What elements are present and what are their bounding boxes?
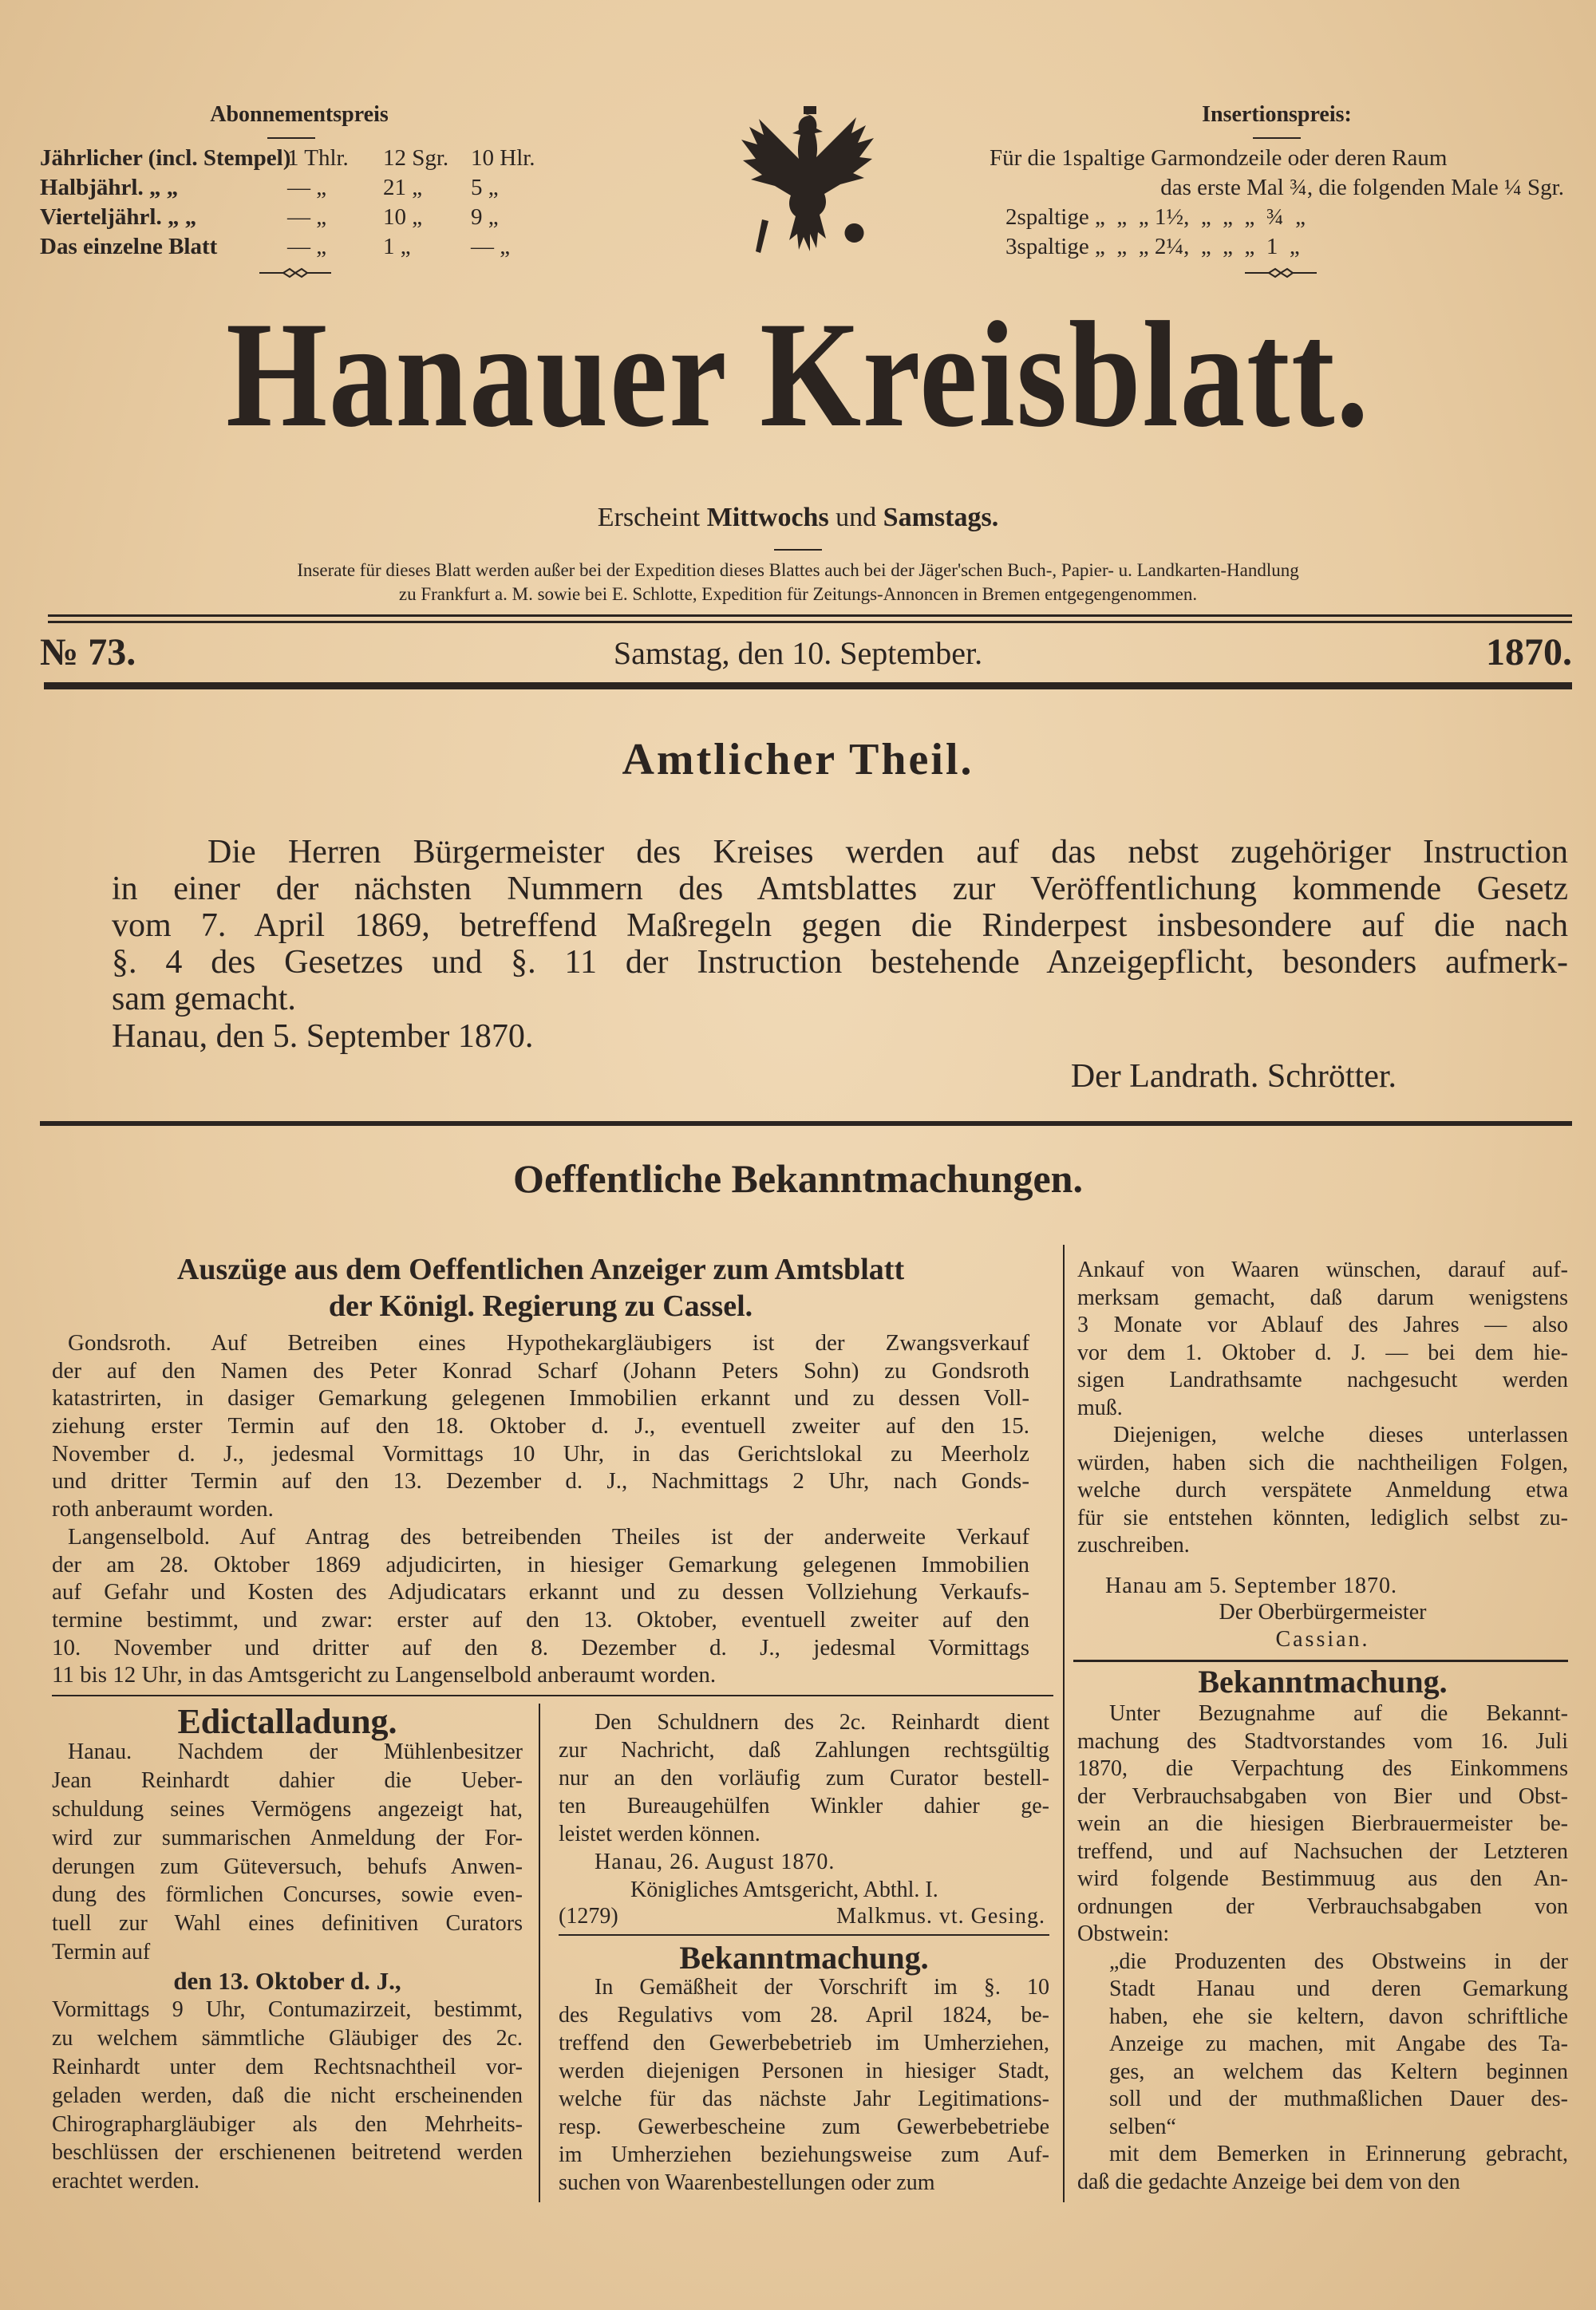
debtors-signers: Malkmus. vt. Gesing. bbox=[836, 1904, 1045, 1929]
text-line: haben, ehe sie keltern, davon schriftliche bbox=[1109, 2004, 1568, 2029]
text-line: werden diejenigen Personen in hiesiger Stadt, bbox=[559, 2059, 1049, 2083]
text-line: würden, haben sich die nachtheiligen Folgen, bbox=[1077, 1450, 1568, 1475]
text-line: 11 bis 12 Uhr, in das Amtsgericht zu Langenselbold anberaumt worden. bbox=[52, 1662, 717, 1688]
subscription-cell: 1 „ bbox=[383, 234, 411, 259]
text-line: soll und der muthmaßlichen Dauer des- bbox=[1109, 2087, 1568, 2111]
text-line: für sie entstehen könnten, lediglich selbst zu- bbox=[1077, 1505, 1568, 1530]
divider bbox=[267, 137, 315, 139]
text-line: zur Nachricht, daß Zahlungen rechtsgültig bbox=[559, 1738, 1049, 1763]
text-line: machung des Stadtvorstandes vom 16. Juli bbox=[1077, 1728, 1568, 1754]
text-line: Den Schuldnern des 2c. Reinhardt dient bbox=[595, 1710, 1049, 1735]
text-line: wird zur summarischen Anmeldung der For- bbox=[52, 1825, 523, 1850]
subscription-cell: 21 „ bbox=[383, 175, 423, 200]
text-line: §. 4 des Gesetzes und §. 11 der Instruction bestehende Anzeigepflicht, besonders aufmerk- bbox=[112, 944, 1568, 981]
subscription-cell: Vierteljährl. „ „ bbox=[40, 204, 197, 230]
text-line: dung des förmlichen Concurses, sowie even- bbox=[52, 1882, 523, 1908]
subscription-cell: 9 „ bbox=[471, 204, 499, 230]
divider bbox=[774, 549, 822, 551]
text-line: In Gemäßheit der Vorschrift im §. 10 bbox=[595, 1975, 1049, 2000]
excerpts-title-line: Auszüge aus dem Oeffentlichen Anzeiger zum Amtsblatt bbox=[176, 1253, 905, 1286]
text-line: Hanau. Nachdem der Mühlenbesitzer bbox=[68, 1739, 523, 1764]
text-line: schuldung seines Vermögens angezeigt hat, bbox=[52, 1796, 523, 1822]
insertion-line: das erste Mal ¾, die folgenden Male ¼ Sgr. bbox=[1160, 175, 1564, 200]
tax-notice-body bbox=[1077, 1700, 1568, 2196]
text-line: welche für das nächste Jahr Legitimations- bbox=[559, 2087, 1049, 2111]
rule bbox=[559, 1934, 1049, 1936]
issue-year: 1870. bbox=[1486, 631, 1572, 673]
public-section-title: Oeffentliche Bekanntmachungen. bbox=[513, 1156, 1083, 1201]
text-line: 3 Monate vor Ablauf des Jahres — also bbox=[1077, 1313, 1568, 1337]
text-line: Chirographargläubiger als den Mehrheits- bbox=[52, 2111, 523, 2137]
trade-notice-continued bbox=[1077, 1257, 1568, 1560]
thick-rule bbox=[40, 1121, 1572, 1126]
text-line: katastrirten, in dasiger Gemarkung gelegenen Immobilien erkannt und zu dessen Voll- bbox=[52, 1385, 1029, 1412]
text-line: daß die gedachte Anzeige bei dem von den bbox=[1077, 2169, 1460, 2194]
edict-body bbox=[52, 1738, 523, 1967]
text-line: erachtet werden. bbox=[52, 2169, 200, 2194]
text-line: mit dem Bemerken in Erinnerung gebracht, bbox=[1109, 2142, 1568, 2166]
text-line: 10. November und dritter auf den 8. Dezember d. J., jedesmal Vormittags bbox=[52, 1634, 1029, 1660]
excerpts-title bbox=[52, 1251, 1029, 1325]
text-line: nur an den vorläufig zum Curator bestell- bbox=[559, 1766, 1049, 1791]
advertising-line: Inserate für dieses Blatt werden außer bei der Expedition dieses Blattes auch bei der Jäger'schen Buch-, Papier- u. Landkarten-Handlung bbox=[297, 560, 1299, 580]
schedule-and: und bbox=[836, 503, 877, 532]
text-line: roth anberaumt worden. bbox=[52, 1496, 274, 1522]
issue-date: Samstag, den 10. September. bbox=[613, 635, 983, 671]
insertion-price-table bbox=[990, 144, 1564, 262]
excerpts-body bbox=[52, 1329, 1029, 1689]
text-line: Stadt Hanau und deren Gemarkung bbox=[1109, 1976, 1568, 2001]
text-line: der am 28. Oktober 1869 adjudicirten, in hiesiger Gemarkung gelegenen Immobilien bbox=[52, 1551, 1029, 1578]
text-line: Diejenigen, welche dieses unterlassen bbox=[1113, 1423, 1568, 1447]
advertising-line: zu Frankfurt a. M. sowie bei E. Schlotte, Expedition für Zeitungs-Annoncen in Bremen entgegengenommen. bbox=[398, 584, 1198, 604]
subscription-price-table bbox=[40, 144, 567, 262]
subscription-cell: — „ bbox=[287, 175, 327, 200]
reference-number: (1279) bbox=[559, 1904, 618, 1929]
text-line: merksam gemacht, daß darum wenigstens bbox=[1077, 1285, 1568, 1310]
text-line: des Regulativs vom 28. April 1824, be- bbox=[559, 2003, 1049, 2028]
subscription-cell: — „ bbox=[471, 234, 511, 259]
text-line: beschlüssen der erschienenen beitretend werden bbox=[52, 2140, 523, 2166]
subscription-cell: 5 „ bbox=[471, 175, 499, 200]
text-line: muß. bbox=[1077, 1395, 1123, 1420]
text-line: der auf den Namen des Peter Konrad Scharf (Johann Peters Sohn) zu Gondsroth bbox=[52, 1357, 1029, 1384]
double-rule bbox=[48, 614, 1572, 617]
subscription-cell: Halbjährl. „ „ bbox=[40, 175, 179, 200]
text-line: zu welchem sämmtliche Gläubiger des 2c. bbox=[52, 2025, 523, 2051]
text-line: der Verbrauchsabgaben von Bier und Obst- bbox=[1077, 1783, 1568, 1809]
text-line: ordnungen der Verbrauchsabgaben von bbox=[1077, 1893, 1568, 1919]
text-line: sigen Landrathsamte nachgesucht werden bbox=[1077, 1368, 1568, 1392]
subscription-row bbox=[40, 232, 567, 262]
divider bbox=[1253, 137, 1301, 139]
subscription-cell: — „ bbox=[287, 234, 327, 259]
text-line: Reinhardt unter dem Rechtsnachtheil vor- bbox=[52, 2054, 523, 2079]
official-section-title: Amtlicher Theil. bbox=[622, 735, 974, 784]
insertion-title: Insertionspreis: bbox=[1202, 102, 1352, 127]
ornament-flourish bbox=[259, 267, 331, 278]
text-line: Gondsroth. Auf Betreiben eines Hypothekargläubigers ist der Zwangsverkauf bbox=[68, 1330, 1029, 1356]
text-line: treffend den Gewerbebetrieb im Umherziehen, bbox=[559, 2031, 1049, 2055]
insertion-line: 2spaltige „ „ „ 1½, „ „ „ ¾ „ bbox=[1005, 204, 1306, 230]
masthead-title: Hanauer Kreisblatt. bbox=[226, 291, 1370, 459]
subscription-cell: Jährlicher (incl. Stempel) bbox=[40, 145, 291, 171]
subscription-cell: 1 Thlr. bbox=[287, 145, 349, 171]
text-line: tuell zur Wahl eines definitiven Curators bbox=[52, 1911, 523, 1937]
text-line: in einer der nächsten Nummern des Amtsblattes zur Veröffentlichung kommende Gesetz bbox=[112, 871, 1568, 907]
text-line: welche durch verspätete Anmeldung etwa bbox=[1077, 1478, 1568, 1502]
text-line: „die Produzenten des Obstweins in der bbox=[1109, 1949, 1568, 1974]
official-notice bbox=[112, 834, 1568, 1017]
schedule-day: Mittwochs bbox=[706, 503, 829, 532]
text-line: Anzeige zu machen, mit Angabe des Ta- bbox=[1109, 2032, 1568, 2056]
issue-number: № 73. bbox=[40, 631, 136, 673]
text-line: Termin auf bbox=[52, 1940, 151, 1965]
text-line: ges, an welchem das Keltern beginnen bbox=[1109, 2059, 1568, 2084]
text-line: resp. Gewerbescheine zum Gewerbebetriebe bbox=[559, 2115, 1049, 2139]
text-line: wird folgende Bestimmuug aus den An- bbox=[1077, 1866, 1568, 1891]
text-line: Ankauf von Waaren wünschen, darauf auf- bbox=[1077, 1258, 1568, 1282]
schedule-day: Samstags. bbox=[883, 503, 999, 532]
insertion-line: Für die 1spaltige Garmondzeile oder deren Raum bbox=[990, 145, 1448, 171]
tax-notice-title: Bekanntmachung. bbox=[1198, 1664, 1448, 1700]
subscription-title: Abonnementspreis bbox=[210, 102, 389, 127]
trade-notice-dateline: Hanau am 5. September 1870. bbox=[1105, 1574, 1398, 1598]
court-name: Königliches Amtsgericht, Abthl. I. bbox=[630, 1878, 938, 1902]
schedule-prefix: Erscheint bbox=[597, 503, 701, 532]
text-line: im Umherziehen beziehungsweise zum Auf- bbox=[559, 2142, 1049, 2167]
subscription-row bbox=[40, 173, 567, 203]
text-line: geladen werden, daß die nicht erscheinenden bbox=[52, 2083, 523, 2108]
trade-notice-body bbox=[559, 1973, 1049, 2197]
advertising-notice bbox=[48, 559, 1548, 606]
official-dateline: Hanau, den 5. September 1870. bbox=[112, 1018, 534, 1055]
text-line: 1870, die Verpachtung des Einkommens bbox=[1077, 1756, 1568, 1781]
text-line: ten Bureaugehülfen Winkler dahier ge- bbox=[559, 1794, 1049, 1818]
thick-rule bbox=[44, 682, 1572, 689]
text-line: vom 7. April 1869, betreffend Maßregeln gegen die Rinderpest insbesondere auf die nach bbox=[112, 907, 1568, 944]
subscription-row bbox=[40, 203, 567, 232]
edict-title: Edictalladung. bbox=[177, 1702, 397, 1741]
column-divider bbox=[539, 1704, 540, 2202]
text-line: Vormittags 9 Uhr, Contumazirzeit, bestimmt, bbox=[52, 1997, 523, 2022]
text-line: derungen zum Güteversuch, behufs Anwen- bbox=[52, 1854, 523, 1879]
subscription-row bbox=[40, 144, 567, 173]
subscription-cell: Das einzelne Blatt bbox=[40, 234, 218, 259]
text-line: Unter Bezugnahme auf die Bekannt- bbox=[1109, 1701, 1568, 1726]
edict-body bbox=[52, 1996, 523, 2196]
text-line: Jean Reinhardt dahier die Ueber- bbox=[52, 1767, 523, 1793]
trade-notice-title: Bekanntmachung. bbox=[679, 1940, 929, 1976]
prussian-eagle-icon bbox=[714, 100, 906, 279]
subscription-cell: — „ bbox=[287, 204, 327, 230]
official-signature: Der Landrath. Schrötter. bbox=[1070, 1058, 1396, 1095]
text-line: auf Gefahr und Kosten des Adjudicatars erkannt und zu dessen Vollziehung Verkaufs- bbox=[52, 1579, 1029, 1605]
debtors-dateline: Hanau, 26. August 1870. bbox=[595, 1850, 836, 1874]
text-line: treffend, und auf Nachsuchen der Letzteren bbox=[1077, 1838, 1568, 1864]
edict-date: den 13. Oktober d. J., bbox=[173, 1967, 401, 1995]
text-line: selben“ bbox=[1109, 2114, 1176, 2139]
ornament-flourish bbox=[1245, 267, 1317, 278]
rule bbox=[52, 1695, 1053, 1696]
text-line: wein an die hiesigen Bierbrauermeister be- bbox=[1077, 1811, 1568, 1836]
text-line: und dritter Termin auf den 13. Dezember d. J., Nachmittags 2 Uhr, nach Gonds- bbox=[52, 1468, 1029, 1495]
double-rule bbox=[48, 621, 1572, 623]
text-line: zuschreiben. bbox=[1077, 1533, 1190, 1558]
trade-notice-office: Der Oberbürgermeister bbox=[1219, 1600, 1427, 1625]
column-divider bbox=[1063, 1245, 1065, 2202]
text-line: termine bestimmt, und zwar: erster auf den 13. Oktober, eventuell zweiter auf den bbox=[52, 1606, 1029, 1633]
rule bbox=[1073, 1660, 1568, 1662]
subscription-cell: 10 „ bbox=[383, 204, 423, 230]
text-line: November d. J., jedesmal Vormittags 10 Uhr, in das Gerichtslokal zu Meerholz bbox=[52, 1440, 1029, 1467]
text-line: sam gemacht. bbox=[112, 981, 296, 1017]
text-line: ziehung erster Termin auf den 18. Oktober d. J., eventuell zweiter auf den 15. bbox=[52, 1413, 1029, 1439]
text-line: Langenselbold. Auf Antrag des betreibenden Theiles ist der anderweite Verkauf bbox=[68, 1523, 1029, 1550]
subscription-cell: 10 Hlr. bbox=[471, 145, 535, 171]
debtors-notice bbox=[559, 1708, 1049, 1848]
insertion-line: 3spaltige „ „ „ 2¼, „ „ „ 1 „ bbox=[1005, 234, 1300, 259]
subscription-cell: 12 Sgr. bbox=[383, 145, 449, 171]
text-line: leistet werden können. bbox=[559, 1822, 760, 1846]
text-line: suchen von Waarenbestellungen oder zum bbox=[559, 2170, 935, 2195]
text-line: Die Herren Bürgermeister des Kreises werden auf das nebst zugehöriger Instruction bbox=[207, 834, 1568, 871]
text-line: Obstwein: bbox=[1077, 1921, 1170, 1946]
publication-schedule bbox=[0, 503, 1596, 533]
trade-notice-signer: Cassian. bbox=[1275, 1627, 1370, 1652]
text-line: vor dem 1. Oktober d. J. — bei dem hie- bbox=[1077, 1340, 1568, 1365]
excerpts-title-line: der Königl. Regierung zu Cassel. bbox=[328, 1289, 753, 1323]
